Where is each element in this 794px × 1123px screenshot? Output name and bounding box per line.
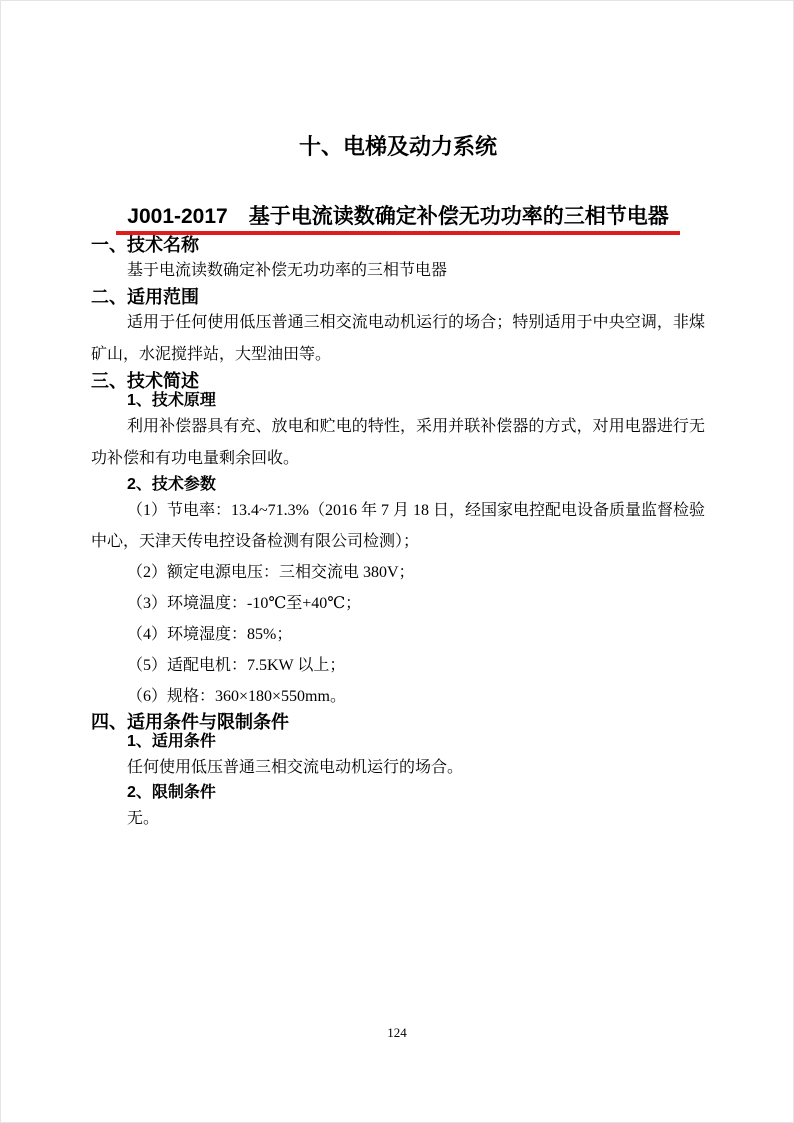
paragraph-tech-name: 基于电流读数确定补偿无功功率的三相节电器 <box>127 262 448 279</box>
paragraph-scope: 适用于任何使用低压普通三相交流电动机运行的场合；特别适用于中央空调，非煤矿山，水泥搅拌站，大型油田等。 <box>91 314 705 363</box>
section-heading-scope: 二、适用范围 <box>91 287 199 307</box>
tech-param-item-4: （4）环境湿度：85%； <box>127 626 293 643</box>
subsection-heading-parameters: 2、技术参数 <box>127 476 216 493</box>
tech-param-item-2: （2）额定电源电压：三相交流电 380V； <box>127 564 415 581</box>
tech-param-item-3: （3）环境温度：-10℃至+40℃； <box>127 595 362 612</box>
tech-param-item-5: （5）适配电机：7.5KW 以上； <box>127 657 346 674</box>
chapter-title: 十、电梯及动力系统 <box>298 134 497 159</box>
subsection-heading-restriction-conditions: 2、限制条件 <box>127 784 216 801</box>
tech-param-item-1: （1）节电率：13.4~71.3%（2016 年 7 月 18 日，经国家电控配电设备质量监督检验中心，天津天传电控设备检测有限公司检测）； <box>91 502 705 550</box>
subsection-heading-applicable-conditions: 1、适用条件 <box>127 733 216 750</box>
paragraph-principle: 利用补偿器具有充、放电和贮电的特性，采用并联补偿器的方式，对用电器进行无功补偿和有功电量剩余回收。 <box>91 418 705 467</box>
paragraph-applicable-conditions: 任何使用低压普通三相交流电动机运行的场合。 <box>127 759 464 776</box>
section-heading-conditions: 四、适用条件与限制条件 <box>91 712 289 732</box>
tech-param-item-6: （6）规格：360×180×550mm。 <box>127 688 346 705</box>
entry-title: J001-2017 基于电流读数确定补偿无功功率的三相节电器 <box>116 206 679 235</box>
entry-title-row <box>91 206 705 235</box>
paragraph-restriction-conditions: 无。 <box>127 810 160 827</box>
section-heading-tech-name: 一、技术名称 <box>91 235 199 255</box>
section-heading-tech-summary: 三、技术简述 <box>91 371 199 391</box>
page-number: 124 <box>387 1025 407 1040</box>
subsection-heading-principle: 1、技术原理 <box>127 392 216 409</box>
